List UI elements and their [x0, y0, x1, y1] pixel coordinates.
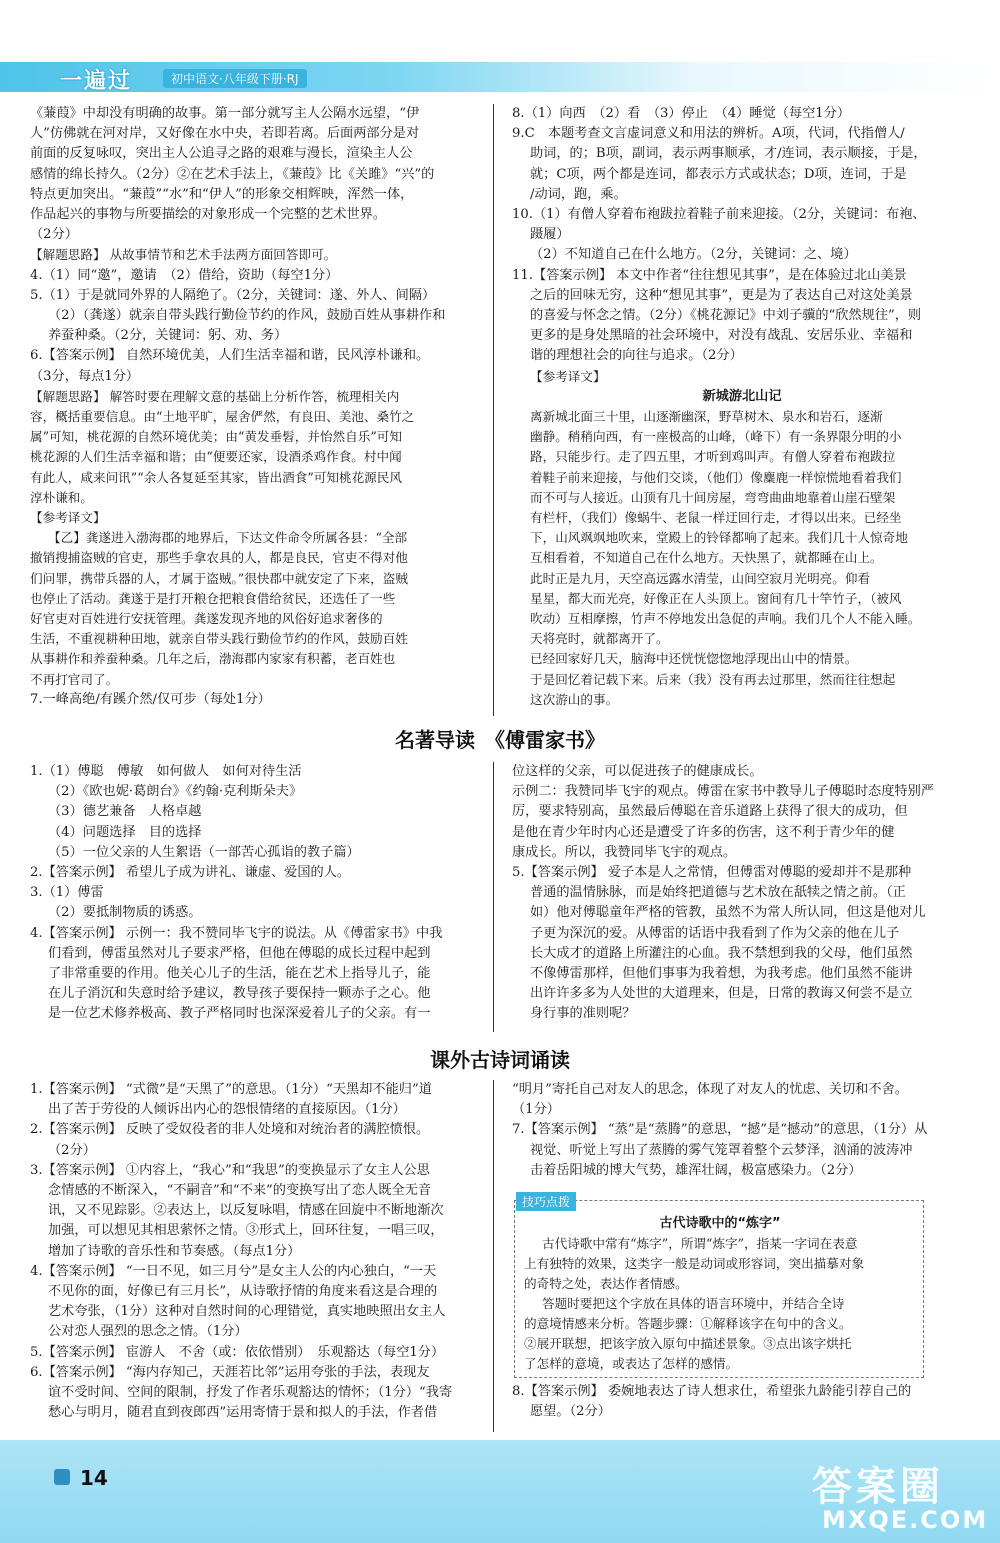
text-line: 6.【答案示例】 自然环境优美，人们生活幸福和谐，民风淳朴谦和。 — [30, 348, 430, 364]
text-line: 下，山风飒飒地吹来，堂殿上的铃铎都响了起来。我们几十人惊奇地 — [530, 530, 908, 546]
text-line: 4.【答案示例】 示例一：我不赞同毕飞宇的说法。从《傅雷家书》中我 — [30, 925, 443, 941]
text-line: 蹑履） — [530, 227, 570, 243]
tips-title: 古代诗歌中的“炼字” — [659, 1216, 781, 1231]
text-line: 击着岳阳城的博大气势，雄浑壮阔，极富感染力。（2分） — [530, 1162, 862, 1178]
text-line: 的喜爱与怀念之情。（2分）《桃花源记》中刘子骥的“欣然规往”，则 — [530, 308, 922, 324]
text-line: 之后的回味无穷，这种“想见其事”，更是为了表达自己对这处美景 — [530, 287, 913, 303]
text-line: 8.（1）向西 （2）看 （3）停止 （4）睡觉（每空1分） — [512, 106, 851, 121]
text-line: 在儿子消沉和失意时给予建议，教导孩子要保持一颗赤子之心。他 — [48, 986, 431, 1002]
text-line: 增加了诗歌的音乐性和节奏感。（每点1分） — [48, 1243, 301, 1259]
text-line: 不像傅雷那样，但他们事事为我着想，为我考虑。他们虽然不能讲 — [530, 966, 913, 982]
sec2-left-column — [30, 762, 482, 1025]
text-line: 感情的绵长持久。（2分）②在艺术手法上，《蒹葭》比《关雎》“兴”的 — [30, 166, 435, 182]
text-line: 讯，又不见踪影。②表达上，以反复咏唱，情感在回旋中不断地渐次 — [48, 1203, 444, 1219]
text-line: 有栏杆，（我们）像蜗牛、老鼠一样迂回行走，才得以出来。已经坐 — [530, 510, 902, 526]
text-line: 是他在青少年时内心还是遭受了许多的伤害，这不利于青少年的健 — [512, 824, 895, 840]
text-line: 助词，的；B项，副词，表示两事顺承，才/连词，表示顺接，于是， — [530, 146, 927, 162]
text-line: 养蚕种桑。（2分，关键词：躬、劝、务） — [48, 328, 288, 344]
text-line: 5.【答案示例】 宦游人 不舍（或：依依惜别） 乐观豁达（每空1分） — [30, 1344, 445, 1360]
text-line: 淳朴谦和。 — [30, 489, 93, 505]
text-line: （2）要抵制物质的诱惑。 — [48, 905, 202, 921]
text-line: 4.（1）同“邀”，邀请 （2）借给，资助（每空1分） — [30, 267, 339, 283]
text-line: 属”可知，桃花源的自然环境优美；由“黄发垂髫，并怡然自乐”可知 — [30, 429, 402, 445]
text-line: （2）不知道自己在什么地方。（2分，关键词：之、境） — [530, 247, 857, 263]
tips-line: 答题时要把这个字放在具体的语言环境中，并结合全诗 — [542, 1296, 845, 1311]
tips-line: 的奇特之处，表达作者情感。 — [524, 1276, 688, 1291]
column-divider — [493, 762, 494, 1032]
text-line: 【解题思路】 从故事情节和艺术手法两方面回答即可。 — [30, 247, 337, 263]
text-line: 念情感的不断深入，“不嗣音”和“不来”的变换写出了恋人既全无音 — [48, 1183, 432, 1199]
book-icon — [54, 1469, 70, 1485]
text-line: 愁心与明月，随君直到夜郎西”运用寄情于景和拟人的手法，作者借 — [48, 1405, 438, 1421]
text-line: 于是回忆着记载下来。后来（我）没有再去过那里，然而往往想起 — [530, 671, 896, 687]
text-line: （2分） — [30, 227, 78, 243]
tips-line: 上有独特的效果，这类字一般是动词或形容词，突出描摹对象 — [524, 1256, 865, 1271]
text-line: 艺术夸张，（1分）这种对自然时间的心理错觉，真实地映照出女主人 — [48, 1304, 446, 1320]
text-line: 4.【答案示例】 “一日不见，如三月兮”是女主人公的内心独白，“一天 — [30, 1263, 437, 1279]
text-line: 吹动）互相摩擦，竹声不停地发出急促的声响。我们几个人不能入睡。 — [530, 611, 921, 627]
watermark-logo: 答案圈 — [812, 1464, 944, 1510]
text-line: 【解题思路】 解答时要在理解文意的基础上分析作答，梳理相关内 — [30, 388, 400, 404]
text-line: 8.【答案示例】 委婉地表达了诗人想求仕，希望张九龄能引荐自己的 — [512, 1384, 912, 1399]
text-line: 有此人，咸来问讯”“余人各复延至其家，皆出酒食”可知桃花源民风 — [30, 469, 402, 485]
header-band — [0, 62, 1000, 92]
text-line: 新城游北山记 — [702, 388, 782, 404]
sec3-right-after — [512, 1382, 972, 1422]
text-line: 9.C 本题考查文言虚词意义和用法的辨析。A项，代词，代指僧人/ — [512, 126, 905, 142]
text-line: （2分） — [48, 1142, 96, 1158]
text-line: 3.（1）傅雷 — [30, 885, 104, 901]
text-line: 身行事的准则呢？ — [530, 1006, 636, 1022]
text-line: /动词，跑，乘。 — [530, 186, 627, 202]
text-line: 好官吏对百姓进行安抚管理。龚遂发现齐地的风俗好追求奢侈的 — [30, 611, 383, 627]
text-line: 就；C项，两个都是连词，都表示方式或状态；D项，连词，于是 — [530, 166, 907, 182]
text-line: 11.【答案示例】 本文中作者“往往想见其事”，是在体验过北山美景 — [512, 267, 907, 283]
text-line: 们看到，傅雷虽然对儿子要求严格，但他在傅聪的成长过程中起到 — [48, 945, 431, 961]
text-line: 而不可与人接近。山顶有几十间房屋，弯弯曲曲地靠着山崖石壁架 — [530, 489, 896, 505]
text-line: 视觉、听觉上写出了蒸腾的雾气笼罩着整个云梦泽，汹涌的波涛冲 — [530, 1142, 913, 1158]
text-line: 《蒹葭》中却没有明确的故事。第一部分就写主人公隔水远望，“伊 — [30, 106, 420, 121]
text-line: （2）（龚遂）就亲自带头践行勤俭节约的作风，鼓励百姓从事耕作和 — [48, 308, 446, 324]
text-line: 公对恋人强烈的思念之情。（1分） — [48, 1324, 248, 1340]
column-divider — [493, 1080, 494, 1432]
text-line: 着鞋子前来迎接，与他们交谈，（他们）像麋鹿一样惊慌地看着我们 — [530, 469, 902, 485]
text-line: 6.【答案示例】 “海内存知己，天涯若比邻”运用夸张的手法，表现友 — [30, 1364, 430, 1380]
text-line: 厉，要求特别高，虽然最后傅聪在音乐道路上获得了很大的成功，但 — [512, 804, 908, 820]
text-line: 如）他对傅聪童年严格的管教，虽然不为常人所认同，但这是他对儿 — [530, 905, 926, 921]
page-number: 14 — [80, 1466, 108, 1490]
text-line: 容，概括重要信息。由“土地平旷，屋舍俨然，有良田、美池、桑竹之 — [30, 409, 415, 425]
tips-line: ②展开联想，把该字放入原句中描述景象。③点出该字烘托 — [524, 1336, 852, 1351]
text-line: 更多的是身处黑暗的社会环境中，对没有战乱、安居乐业、幸福和 — [530, 328, 913, 344]
text-line: 不见你的面，好像已有三月长”，从诗歌抒情的角度来看这是合理的 — [48, 1284, 438, 1300]
text-line: 这次游山的事。 — [530, 691, 619, 707]
text-line: “明月”寄托自己对友人的思念，体现了对友人的忧虑、关切和不舍。 — [512, 1082, 908, 1097]
text-line: 幽静。稍稍向西，有一座极高的山峰，（峰下）有一条界限分明的小 — [530, 429, 902, 445]
text-line: 特点更加突出。“蒹葭”“水”和“伊人”的形象交相辉映，浑然一体， — [30, 186, 414, 202]
text-line: 也停止了活动。龚遂于是打开粮仓把粮食借给贫民，还选任了一些 — [30, 590, 396, 606]
text-line: 10.（1）有僧人穿着布袍跋拉着鞋子前来迎接。（2分，关键词：布袍、 — [512, 207, 926, 223]
tips-line: 的意境情感来分析。答题步骤：①解释该字在句中的含义。 — [524, 1316, 852, 1331]
text-line: 5.（1）于是就同外界的人隔绝了。（2分，关键词：遂、外人、间隔） — [30, 287, 436, 303]
text-line: 【乙】龚遂进入渤海郡的地界后，下达文件命令所属各县：“全部 — [48, 530, 408, 546]
text-line: 作品起兴的事物与所要描绘的对象形成一个完整的艺术世界。 — [30, 207, 387, 223]
text-line: 普通的温情脉脉，而是始终把道德与艺术放在舐犊之情之前。（正 — [530, 885, 906, 901]
text-line: 桃花源的人们生活幸福和谐；由“便要还家，设酒杀鸡作食。村中闻 — [30, 449, 402, 465]
sec1-left-column — [30, 104, 482, 710]
text-line: 生活，不重视耕种田地，就亲自带头践行勤俭节约的作风，鼓励百姓 — [30, 631, 408, 647]
text-line: 2.【答案示例】 反映了受奴役者的非人处境和对统治者的满腔愤恨。 — [30, 1122, 430, 1138]
text-line: 7.【答案示例】 “蒸”是“蒸腾”的意思，“撼”是“撼动”的意思，（1分）从 — [512, 1122, 928, 1138]
text-line: 愿望。（2分） — [530, 1404, 611, 1420]
text-line: （3分，每点1分） — [30, 368, 140, 384]
section-title-ancient-poems: 课外古诗词诵读 — [430, 1048, 570, 1072]
text-line: 不再打官司了。 — [30, 671, 119, 687]
text-line: 7.一峰高绝/有蹊介然/仅可步（每处1分） — [30, 691, 271, 707]
text-line: 是一位艺术修养极高、教子严格同时也深深爱着儿子的父亲。有一 — [48, 1006, 431, 1022]
text-line: 互相看着，不知道自己在什么地方。天快黑了，就都睡在山上。 — [530, 550, 883, 566]
book-subtitle: 初中语文·八年级下册·RJ — [163, 69, 307, 88]
text-line: 5.【答案示例】 爱子本是人之常情，但傅雷对傅聪的爱却并不是那种 — [512, 865, 912, 881]
watermark-url: MXQE.COM — [822, 1506, 989, 1534]
text-line: 出许许多多为人处世的大道理来，但是，日常的教诲又何尝不是立 — [530, 986, 913, 1002]
sec2-right-column — [512, 762, 972, 1025]
sec1-right-column — [512, 104, 972, 710]
sec3-left-column — [30, 1080, 482, 1423]
text-line: 1.（1）傅聪 傅敏 如何做人 如何对待生活 — [30, 764, 302, 779]
text-line: 路，只能步行。走了四五里，才听到鸡叫声。有僧人穿着布袍跋拉 — [530, 449, 896, 465]
text-line: 此时正是九月，天空高远露水清莹，山间空寂月光明亮。仰看 — [530, 570, 871, 586]
text-line: 人”仿佛就在河对岸，又好像在水中央，若即若离。后面两部分是对 — [30, 126, 420, 142]
brand-logo: 一遍过 — [60, 69, 133, 94]
text-line: （3）德艺兼备 人格卓越 — [48, 804, 202, 820]
text-line: 前面的反复咏叹，突出主人公追寻之路的艰难与漫长，渲染主人公 — [30, 146, 413, 162]
text-line: 1.【答案示例】 “式微”是“天黑了”的意思。（1分）“天黑却不能归”道 — [30, 1082, 432, 1097]
tips-lines — [524, 1234, 916, 1374]
sec3-right-column — [512, 1080, 972, 1181]
text-line: 【参考译文】 — [530, 368, 606, 384]
section-title-fu-lei: 名著导读 《傅雷家书》 — [395, 728, 605, 752]
text-line: 位这样的父亲，可以促进孩子的健康成长。 — [512, 764, 763, 779]
text-line: 们问罪，携带兵器的人，才属于盗贼。”很快郡中就安定了下来，盗贼 — [30, 570, 408, 586]
text-line: （2）《欧也妮·葛朗台》《约翰·克利斯朵夫》 — [48, 784, 303, 800]
text-line: 撤销搜捕盗贼的官吏，那些手拿农具的人，都是良民，官吏不得对他 — [30, 550, 408, 566]
text-line: 康成长。所以，我赞同毕飞宇的观点。 — [512, 844, 737, 860]
text-line: 谊不受时间、空间的限制，抒发了作者乐观豁达的情怀；（1分）“我寄 — [48, 1385, 453, 1401]
tips-tag: 技巧点拨 — [516, 1192, 576, 1211]
text-line: 【参考译文】 — [30, 510, 106, 526]
header-bar — [0, 0, 1000, 100]
text-line: 加强，可以想见其相思萦怀之情。③形式上，回环往复，一唱三叹， — [48, 1223, 444, 1239]
text-line: 示例二：我赞同毕飞宇的观点。傅雷在家书中教导儿子傅聪时态度特别严 — [512, 784, 934, 800]
text-line: （1分） — [512, 1102, 560, 1118]
text-line: 天将亮时，就都离开了。 — [530, 631, 669, 647]
tips-line: 了怎样的意境，或表达了怎样的感情。 — [524, 1356, 739, 1371]
text-line: 已经回家好几天，脑海中还恍恍惚惚地浮现出山中的情景。 — [530, 651, 858, 667]
text-line: 2.【答案示例】 希望儿子成为讲礼、谦虚、爱国的人。 — [30, 865, 351, 881]
text-line: （4）问题选择 目的选择 — [48, 824, 202, 840]
text-line: 谐的理想社会的向往与追求。（2分） — [530, 348, 743, 364]
tips-line: 古代诗歌中常有“炼字”，所谓“炼字”，指某一字词在表意 — [542, 1236, 858, 1251]
column-divider — [493, 104, 494, 716]
tips-content — [524, 1214, 916, 1374]
text-line: 从事耕作和养蚕种桑。几年之后，渤海郡内家家有积蓄，老百姓也 — [30, 651, 396, 667]
text-line: 长大成才的道路上所灌注的心血。我不禁想到我的父母，他们虽然 — [530, 945, 913, 961]
text-line: 星星，都大而光亮，好像正在人头顶上。窗间有几十竿竹子，（被风 — [530, 590, 902, 606]
text-line: （5）一位父亲的人生絮语（一部苦心孤诣的教子篇） — [48, 844, 360, 860]
text-line: 离新城北面三十里，山逐渐幽深，野草树木、泉水和岩石，逐渐 — [530, 409, 883, 425]
text-line: 子更为深沉的爱。从傅雷的话语中我看到了作为父亲的他在儿子 — [530, 925, 900, 941]
text-line: 了非常重要的作用。他关心儿子的生活，能在艺术上指导儿子，能 — [48, 966, 431, 982]
text-line: 出了苦于劳役的人倾诉出内心的怨恨情绪的直接原因。（1分） — [48, 1102, 406, 1118]
text-line: 3.【答案示例】 ①内容上，“我心”和“我思”的变换显示了女主人公思 — [30, 1162, 430, 1178]
